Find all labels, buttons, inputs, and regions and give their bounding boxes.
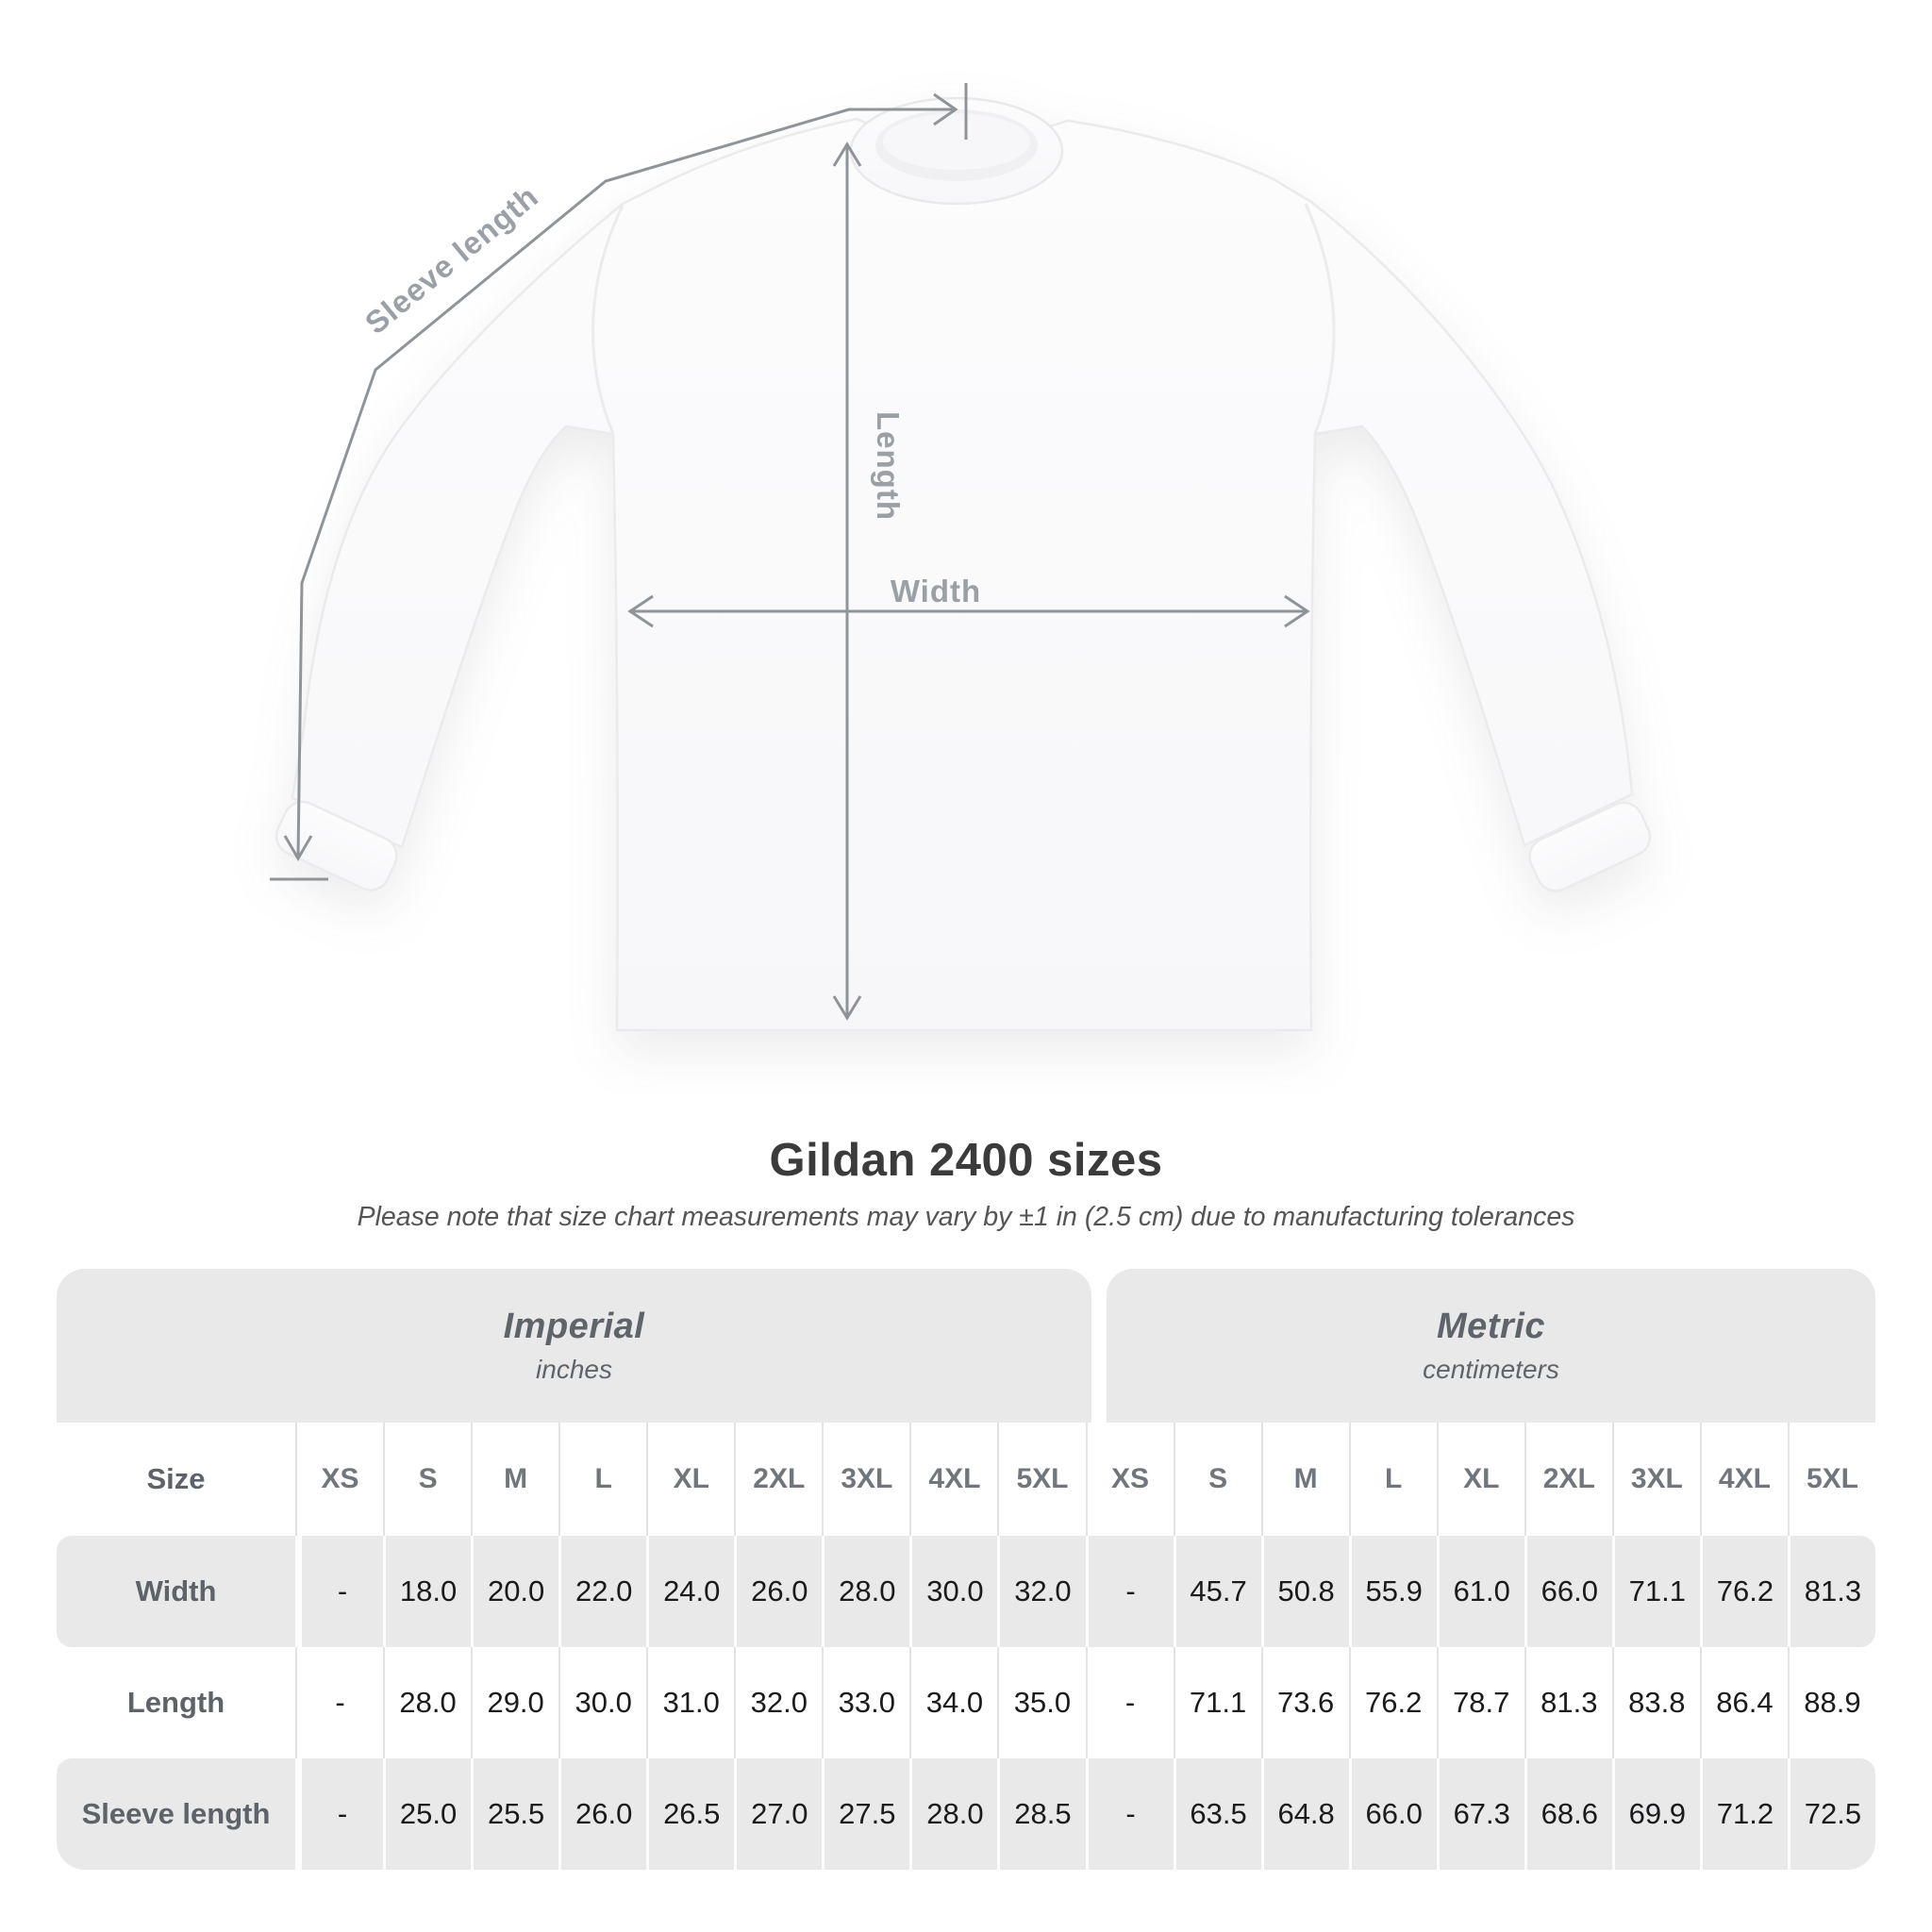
measurement-value: 31.0 <box>646 1647 734 1758</box>
measurement-value: 71.1 <box>1612 1536 1700 1647</box>
column-header-imperial-5xl: 5XL <box>997 1423 1085 1536</box>
measurement-value: 26.0 <box>558 1758 646 1870</box>
table-row-length <box>57 1647 1875 1758</box>
column-header-imperial-xs: XS <box>295 1423 383 1536</box>
size-chart-table <box>57 1269 1875 1870</box>
measurement-value: - <box>295 1647 383 1758</box>
measurement-value: 66.0 <box>1349 1758 1437 1870</box>
measurement-value: 50.8 <box>1261 1536 1349 1647</box>
measurement-value: 66.0 <box>1524 1536 1612 1647</box>
measurement-value: 30.0 <box>558 1647 646 1758</box>
measurement-value: - <box>1086 1647 1174 1758</box>
measurement-value: 69.9 <box>1612 1758 1700 1870</box>
measurement-value: 86.4 <box>1700 1647 1788 1758</box>
width-label: Width <box>890 574 982 608</box>
measurement-value: 55.9 <box>1349 1536 1437 1647</box>
measurement-value: 76.2 <box>1349 1647 1437 1758</box>
column-header-imperial-3xl: 3XL <box>822 1423 909 1536</box>
measurement-value: 78.7 <box>1437 1647 1524 1758</box>
column-header-metric-5xl: 5XL <box>1788 1423 1875 1536</box>
measurement-value: 27.0 <box>734 1758 822 1870</box>
measurement-value: - <box>295 1536 383 1647</box>
measurement-value: 64.8 <box>1261 1758 1349 1870</box>
measurement-value: 63.5 <box>1174 1758 1261 1870</box>
size-column-header: Size <box>146 1462 206 1495</box>
tolerance-note: Please note that size chart measurements may vary by ±1 in (2.5 cm) due to manufacturing tolerances <box>357 1202 1575 1232</box>
column-header-imperial-m: M <box>471 1423 558 1536</box>
column-header-imperial-xl: XL <box>646 1423 734 1536</box>
measurement-value: 71.1 <box>1174 1647 1261 1758</box>
length-label: Length <box>871 411 906 521</box>
measurement-value: 25.0 <box>383 1758 471 1870</box>
measurement-value: 33.0 <box>822 1647 909 1758</box>
sleeve-length-label: Sleeve length <box>358 178 545 341</box>
row-label: Length <box>126 1686 225 1719</box>
measurement-value: 61.0 <box>1437 1536 1524 1647</box>
measurement-value: 32.0 <box>734 1647 822 1758</box>
measurement-value: 35.0 <box>997 1647 1085 1758</box>
measurement-value: 73.6 <box>1261 1647 1349 1758</box>
measurement-value: 28.0 <box>909 1758 997 1870</box>
measurement-value: 32.0 <box>997 1536 1085 1647</box>
unit-group-band <box>57 1269 1875 1423</box>
measurement-value: 30.0 <box>909 1536 997 1647</box>
measurement-value: - <box>295 1758 383 1870</box>
measurement-value: 88.9 <box>1788 1647 1875 1758</box>
collar-inside <box>883 113 1030 170</box>
measurement-value: 24.0 <box>646 1536 734 1647</box>
column-header-metric-s: S <box>1174 1423 1261 1536</box>
measurement-value: 28.5 <box>997 1758 1085 1870</box>
measurement-value: - <box>1086 1758 1174 1870</box>
column-header-metric-l: L <box>1349 1423 1437 1536</box>
measurement-value: 68.6 <box>1524 1758 1612 1870</box>
column-header-metric-4xl: 4XL <box>1700 1423 1788 1536</box>
imperial-group-header <box>57 1269 1091 1423</box>
measurement-value: 67.3 <box>1437 1758 1524 1870</box>
measurement-value: 28.0 <box>822 1536 909 1647</box>
table-body <box>57 1423 1875 1870</box>
measurement-value: 34.0 <box>909 1647 997 1758</box>
measurement-value: 27.5 <box>822 1758 909 1870</box>
measurement-value: 25.5 <box>471 1758 558 1870</box>
measurement-value: 29.0 <box>471 1647 558 1758</box>
measurement-value: 26.0 <box>734 1536 822 1647</box>
metric-group-header <box>1107 1269 1875 1423</box>
measurement-value: 45.7 <box>1174 1536 1261 1647</box>
measurement-value: 26.5 <box>646 1758 734 1870</box>
measurement-value: 76.2 <box>1700 1536 1788 1647</box>
table-row-width <box>57 1536 1875 1647</box>
measurement-value: 83.8 <box>1612 1647 1700 1758</box>
measurement-value: 22.0 <box>558 1536 646 1647</box>
measurement-value: 20.0 <box>471 1536 558 1647</box>
measurement-value: 71.2 <box>1700 1758 1788 1870</box>
column-header-metric-m: M <box>1261 1423 1349 1536</box>
column-header-row <box>57 1423 1875 1536</box>
metric-group-label: Metric <box>1437 1307 1545 1346</box>
page-title: Gildan 2400 sizes <box>769 1135 1163 1186</box>
measurement-value: 18.0 <box>383 1536 471 1647</box>
column-header-imperial-2xl: 2XL <box>734 1423 822 1536</box>
column-header-imperial-s: S <box>383 1423 471 1536</box>
measurement-value: 72.5 <box>1788 1758 1875 1870</box>
measurement-value: 81.3 <box>1524 1647 1612 1758</box>
metric-group-unit: centimeters <box>1423 1355 1559 1384</box>
imperial-group-unit: inches <box>536 1355 612 1384</box>
imperial-group-label: Imperial <box>503 1307 645 1346</box>
column-header-metric-xs: XS <box>1086 1423 1174 1536</box>
column-header-metric-2xl: 2XL <box>1524 1423 1612 1536</box>
row-label: Sleeve length <box>81 1797 271 1830</box>
table-row-sleeve-length <box>57 1758 1875 1870</box>
measurement-value: 81.3 <box>1788 1536 1875 1647</box>
column-header-metric-3xl: 3XL <box>1612 1423 1700 1536</box>
measurement-value: - <box>1086 1536 1174 1647</box>
column-header-imperial-4xl: 4XL <box>909 1423 997 1536</box>
measurement-value: 28.0 <box>383 1647 471 1758</box>
column-header-metric-xl: XL <box>1437 1423 1524 1536</box>
column-header-imperial-l: L <box>558 1423 646 1536</box>
row-label: Width <box>135 1574 217 1607</box>
